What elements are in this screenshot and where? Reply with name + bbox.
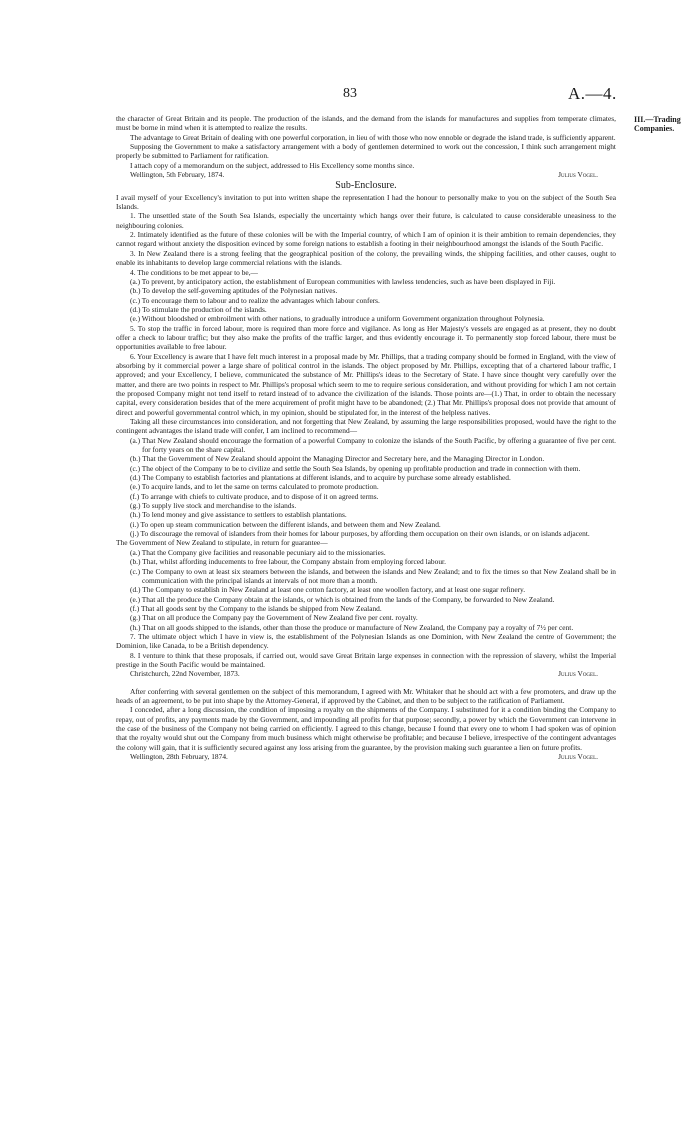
margin-note-line-1: III.—Trading — [634, 115, 681, 124]
memo-point-6: 6. Your Excellency is aware that I have felt much interest in a proposal made by Mr. Phillips, that a trading company should be formed in England, with the view of absorbing by it commercial power a large share of political control in the islands. The object proposed by Mr. Phillips, excepting that of a chartered labour traffic, I approved; and your Excellency, I believe, communicated the substance of Mr. Phillips's ideas to the Secretary of State. I have since thought very carefully over the matter, and there are two points in respect to Mr. Phillips's proposal which seem to me to require serious consideration, and without providing for which I am not certain the proposed Company might not tend itself to retard instead of to advance the civilization of the islands. Those points are—(1.) That, in order to obtain the necessary capital, every consideration besides that of the mere acquirement of profit might have to be abandoned; (2.) That Mr. Phillips's proposal does not provide that amount of direct and powerful governmental control which, in my opinion, should be stipulated for, in the interest of the helpless natives. — [116, 351, 616, 417]
recommendation-item: (a.) That New Zealand should encourage the formation of a powerful Company to colonize the islands of the South Pacific, by offering a guarantee of five per cent. for forty years on the share capital. — [130, 435, 616, 455]
stipulation-item: (d.) The Company to establish in New Zealand at least one cotton factory, at least one woollen factory, and at least one sugar refinery. — [130, 585, 526, 595]
dateline-3: Wellington, 28th February, 1874. — [130, 752, 228, 762]
stipulation-item: (h.) That on all goods shipped to the islands, other than those the produce or manufacture of New Zealand, the Company pay a royalty of 7½ per cent. — [130, 622, 574, 632]
dateline-1: Wellington, 5th February, 1874. — [130, 170, 225, 180]
memo-point-2: 2. Intimately identified as the future of these colonies will be with the Imperial country, of which I am of opinion it is their ambition to remain dependencies, they cannot regard without anxiety the disposition evinced by some foreign nations to establish a footing in their neighbourhood amongst the islands of the South Pacific. — [116, 230, 616, 249]
recommendation-item: (j.) To discourage the removal of islanders from their homes for labour purposes, by affording them occupation on their own islands, or on islands adjacent. — [130, 529, 590, 539]
condition-item: (e.) Without bloodshed or embroilment with other nations, to gradually introduce a uniform Government organization throughout Polynesia. — [130, 314, 545, 324]
page-number: 83 — [343, 86, 357, 101]
memo-point-5: 5. To stop the traffic in forced labour, more is required than more force and vigilance. As long as Her Majesty's vessels are engaged as at present, they no doubt offer a check to labour traffic; but they also make the profits of the traffic larger, and thus evidently encourage it. To permanently stop forced labour, there must be opportunities available to free labour. — [116, 323, 616, 352]
paragraph-after-conferring: After conferring with several gentlemen on the subject of this memorandum, I agreed with Mr. Whitaker that he should act with a few promoters, and draw up the heads of an agreement, to be put into shape by the Attorney-General, if approved by the Cabinet, and then to be subject to the ratification of Parliament. — [116, 686, 616, 705]
recommendation-item: (i.) To open up steam communication between the different islands, and between them and New Zealand. — [130, 519, 441, 529]
paragraph-attach: I attach copy of a memorandum on the subject, addressed to His Excellency some months since. — [130, 160, 415, 170]
memo-point-4: 4. The conditions to be met appear to be,— — [130, 267, 258, 277]
recommendation-item: (f.) To arrange with chiefs to cultivate produce, and to dispose of it on agreed terms. — [130, 491, 379, 501]
stipulation-item: (f.) That all goods sent by the Company to the islands be shipped from New Zealand. — [130, 603, 382, 613]
condition-item: (c.) To encourage them to labour and to realize the advantages which labour confers. — [130, 295, 380, 305]
memo-point-1: 1. The unsettled state of the South Sea Islands, especially the uncertainty which hangs over their future, is calculated to cause considerable uneasiness to the neighbouring colonies. — [116, 211, 616, 230]
memo-point-8: 8. I venture to think that these proposals, if carried out, would save Great Britain large expenses in connection with the repression of slavery, whilst the Imperial prestige in the South Pacific would be maintained. — [116, 650, 616, 669]
stipulation-item: (c.) The Company to own at least six steamers between the islands, and between the islands and New Zealand; and to fix the times so that New Zealand shall be in communication with the principal islands at intervals of not more than a month. — [130, 566, 616, 585]
recommendation-item: (h.) To lend money and give assistance to settlers to establish plantations. — [130, 510, 347, 520]
memo-intro: I avail myself of your Excellency's invitation to put into written shape the representation I had the honour to personally make to you on the subject of the South Sea Islands. — [116, 192, 616, 212]
memo-point-7: 7. The ultimate object which I have in view is, the establishment of the Polynesian Islands as one Dominion, with New Zealand the centre of Government; the Dominion, like Canada, to be a British dependency. — [116, 631, 616, 651]
document-body — [116, 114, 616, 761]
recommendation-item: (c.) The object of the Company to be to civilize and settle the South Sea Islands, by opening up profitable production and trade in connection with them. — [130, 463, 581, 473]
memo-taking: Taking all these circumstances into consideration, and not forgetting that New Zealand, by assuming the large responsibilities proposed, would have the right to the contingent advantages the island trade will confer, I am inclined to recommend— — [116, 417, 616, 436]
dateline-2: Christchurch, 22nd November, 1873. — [130, 669, 240, 679]
document-reference: A.—4. — [568, 84, 617, 103]
condition-item: (a.) To prevent, by anticipatory action, the establishment of European communities with lawless tendencies, such as have been displayed in Fiji. — [130, 276, 556, 286]
condition-item: (d.) To stimulate the production of the islands. — [130, 304, 267, 314]
margin-note-line-2: Companies. — [634, 124, 675, 133]
margin-note — [634, 115, 681, 133]
memo-government: The Government of New Zealand to stipulate, in return for guarantee— — [116, 538, 328, 548]
recommendation-item: (d.) The Company to establish factories and plantations at different islands, and to acquire by purchase some already established. — [130, 473, 511, 483]
paragraph-supposing: Supposing the Government to make a satisfactory arrangement with a body of gentlemen determined to work out the concession, I think such arrangement might properly be submitted to Parliament for ratification. — [116, 142, 616, 161]
paragraph-advantage: The advantage to Great Britain of dealing with one powerful corporation, in lieu of with those who now ennoble or degrade the island trade, is sufficiently apparent. — [130, 132, 616, 142]
condition-item: (b.) To develop the self-governing aptitudes of the Polynesian natives. — [130, 286, 338, 296]
recommendation-item: (e.) To acquire lands, and to let the same on terms calculated to promote production. — [130, 482, 379, 492]
stipulation-item: (a.) That the Company give facilities and reasonable pecuniary aid to the missionaries. — [130, 547, 386, 557]
paragraph-continued: the character of Great Britain and its people. The production of the islands, and the demand from the islands for manufactures and supplies from temperate climates, must be borne in mind when it is attempted to realize the results. — [116, 114, 616, 133]
signature-2: Julius Vogel. — [558, 669, 598, 679]
stipulation-item: (g.) That on all produce the Company pay the Government of New Zealand five per cent. royalty. — [130, 613, 418, 623]
stipulation-item: (b.) That, whilst affording inducements to free labour, the Company abstain from employing forced labour. — [130, 557, 446, 567]
memo-point-3: 3. In New Zealand there is a strong feeling that the geographical position of the colony, the prevailing winds, the shipping facilities, and other causes, ought to enable its inhabitants to develop large commercial relations with the islands. — [116, 248, 616, 268]
signature-3: Julius Vogel. — [558, 752, 598, 762]
signature-1: Julius Vogel. — [558, 170, 598, 180]
recommendation-item: (b.) That the Government of New Zealand should appoint the Managing Director and Secretary here, and the Managing Director in London. — [130, 454, 545, 464]
stipulation-item: (e.) That all the produce the Company obtain at the islands, or which is obtained from the lands of the Company, be forwarded to New Zealand. — [130, 594, 555, 604]
recommendation-item: (g.) To supply live stock and merchandise to the islands. — [130, 501, 297, 511]
sub-enclosure-heading: Sub-Enclosure. — [335, 180, 397, 192]
paragraph-conceded: I conceded, after a long discussion, the condition of imposing a royalty on the shipments of the Company. I substituted for it a condition binding the Company to repay, out of profits, any payments made by the Government, and impounding all profits for that purpose; secondly, a power by which the Government can intervene in the case of the business of the Company not being carried on efficiently. I agreed to this change, because I found that every one to whom I had spoken was of opinion that the royalty would shut out the Company from much business which might otherwise be profitable; and because I believe, irrespective of the contingent advantages the colony will gain, that it is sufficiently secured against any loss arising from the guarantee, by the provision making such guarantee a lien on future profits. — [116, 705, 616, 752]
